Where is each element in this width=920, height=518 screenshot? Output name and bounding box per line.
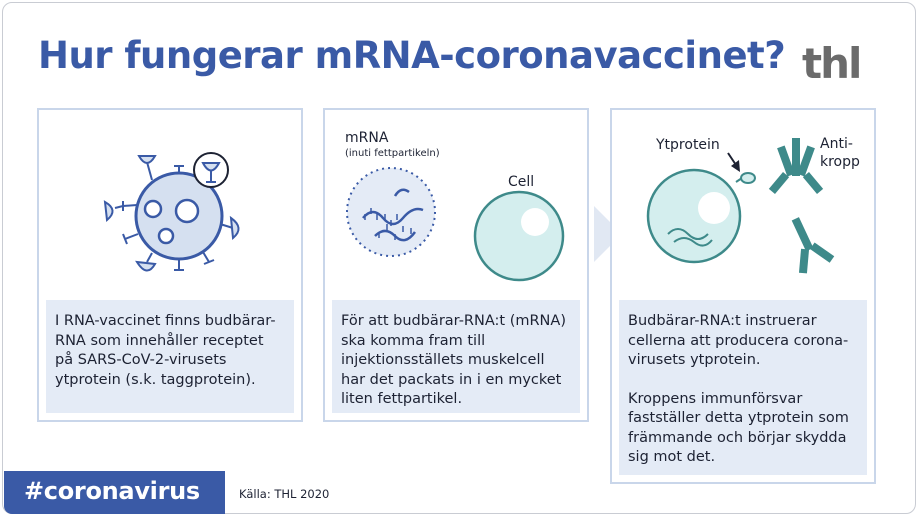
lipid-nanoparticle-icon	[347, 168, 435, 256]
panel-immune-response	[610, 108, 876, 484]
thl-logo	[800, 40, 880, 86]
logo-text: thl	[802, 40, 861, 86]
panel-virus-text	[46, 300, 294, 413]
hashtag-banner	[4, 471, 225, 514]
cell-icon	[475, 192, 563, 280]
panel-virus-paragraph: I RNA-vaccinet finns budbärar-RNA som innehåller receptet på SARS-CoV-2-virusets ytprotein (s.k. taggprotein).	[55, 313, 276, 388]
panel-nanoparticle-paragraph: För att budbärar-RNA:t (mRNA) ska komma fram till injektionsställets muskelcell har det packats in i en mycket liten fettpartikel.	[341, 313, 566, 407]
source-label: Källa: THL 2020	[239, 487, 330, 501]
panel-immune-paragraph-2: Kroppens immunförsvar fastställer detta ytprotein som främmande och börjar skydda sig mot det.	[628, 390, 849, 465]
mrna-label: mRNA	[345, 130, 389, 146]
mrna-sublabel: (inuti fettpartikeln)	[345, 148, 440, 159]
hashtag-text: #coronavirus	[24, 477, 200, 505]
nanoparticle-illustration	[325, 110, 587, 300]
antibody-icon	[769, 138, 823, 194]
virus-illustration	[39, 110, 301, 300]
panel-virus	[37, 108, 303, 422]
antibody-icon	[778, 211, 836, 277]
panel-immune-text	[619, 300, 867, 475]
spike-protein-icon	[736, 173, 755, 183]
surface-protein-label: Ytprotein	[656, 137, 720, 153]
panel-immune-paragraph-1: Budbärar-RNA:t instruerar cellerna att producera corona-virusets ytprotein.	[628, 313, 849, 368]
cell-icon	[648, 170, 740, 262]
spike-protein-highlight-icon	[194, 153, 228, 187]
immune-illustration	[612, 110, 874, 300]
panel-nanoparticle	[323, 108, 589, 422]
antibody-label-line1: Anti-	[820, 136, 853, 152]
panel-nanoparticle-text	[332, 300, 580, 413]
page-title: Hur fungerar mRNA-coronavaccinet?	[38, 34, 786, 77]
cell-label: Cell	[508, 174, 535, 190]
antibody-label-line2: kropp	[820, 154, 860, 170]
